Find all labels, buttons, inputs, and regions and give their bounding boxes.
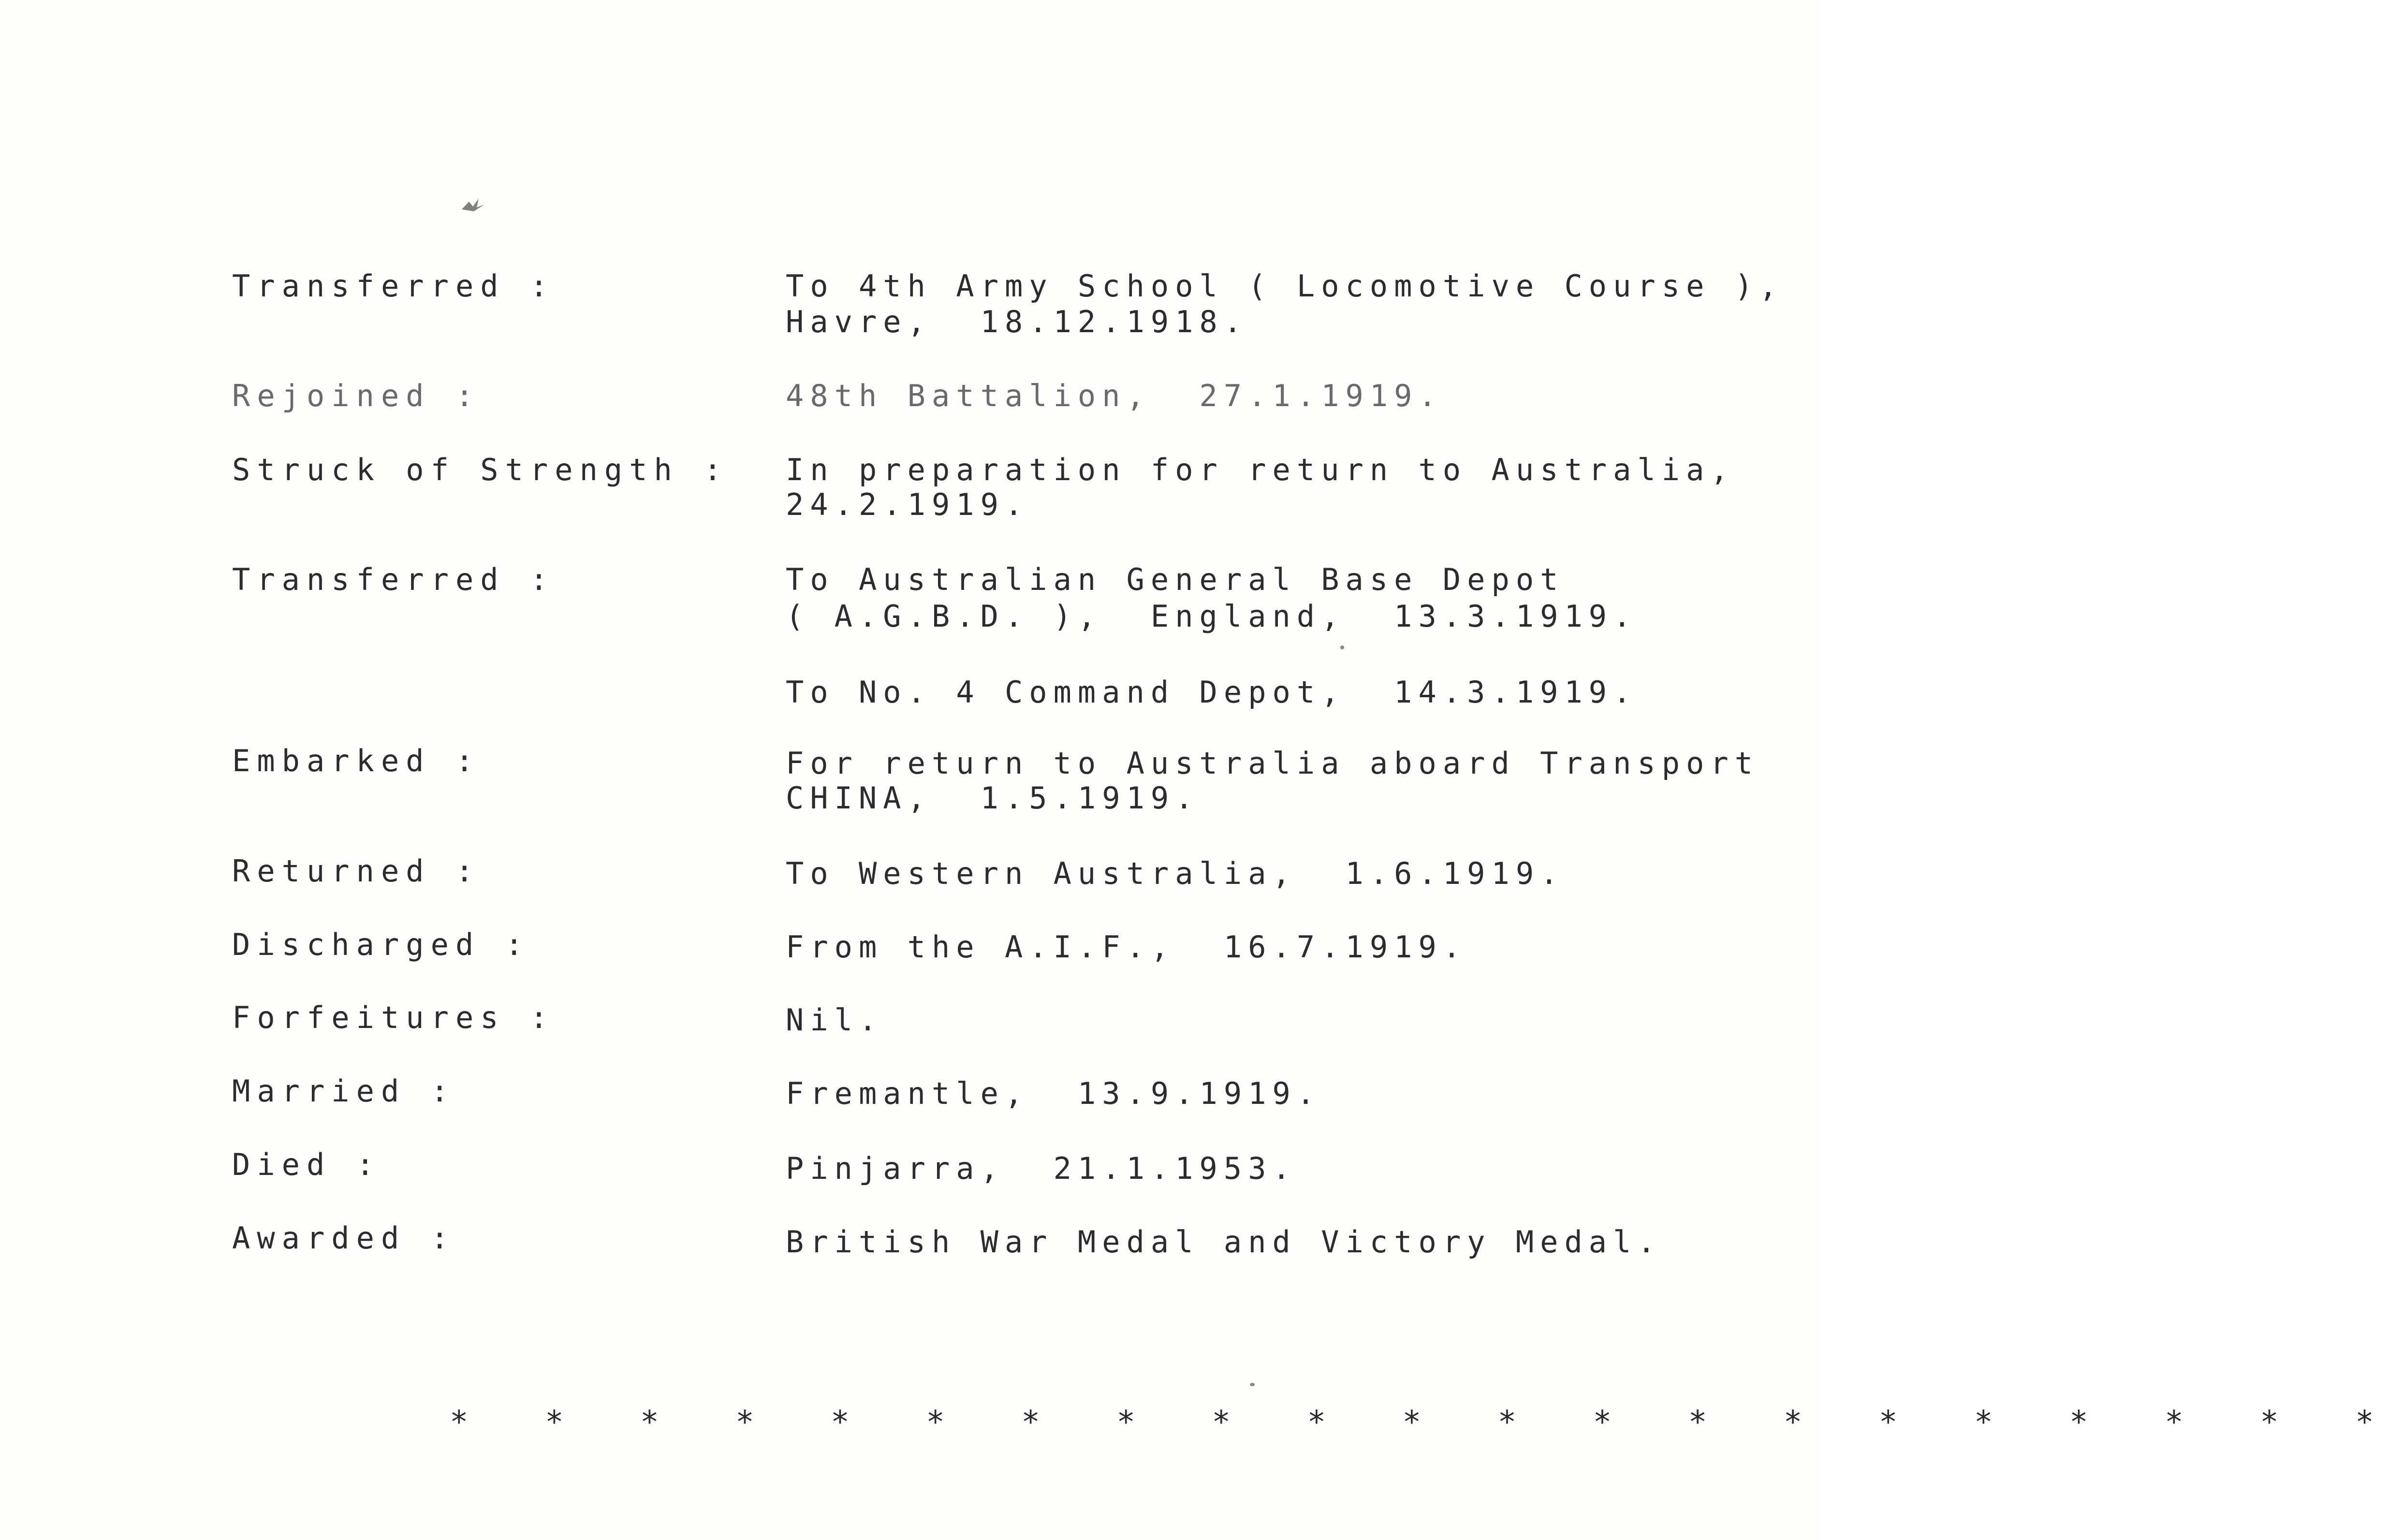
footer-asterisk-divider: * * * * * * * * * * * * * * * * * * * * * xyxy=(450,1405,2403,1440)
entry-value-line: For return to Australia aboard Transport xyxy=(786,746,1759,781)
entry-value-line: To Western Australia, 1.6.1919. xyxy=(786,856,1565,891)
entry-value-line: 48th Battalion, 27.1.1919. xyxy=(786,378,1443,413)
entry-value-line: 24.2.1919. xyxy=(786,487,1029,522)
entry-label: Returned : xyxy=(232,853,481,889)
entry-value-line: ( A.G.B.D. ), England, 13.3.1919. xyxy=(786,599,1638,634)
entry-label: Died : xyxy=(232,1147,381,1182)
entry-label: Discharged : xyxy=(232,927,530,962)
entry-value-line: To 4th Army School ( Locomotive Course ), xyxy=(786,268,1784,304)
entry-label: Embarked : xyxy=(232,743,481,778)
entry-value-line: Nil. xyxy=(786,1002,883,1038)
entry-value-line: In preparation for return to Australia, xyxy=(786,452,1735,487)
entry-value-line: Havre, 18.12.1918. xyxy=(786,304,1248,339)
entry-value-line: To No. 4 Command Depot, 14.3.1919. xyxy=(786,675,1638,710)
entry-value-line: To Australian General Base Depot xyxy=(786,562,1565,597)
entry-label: Married : xyxy=(232,1073,455,1109)
entry-value-line: Fremantle, 13.9.1919. xyxy=(786,1076,1321,1111)
entry-label: Transferred : xyxy=(232,562,555,597)
entry-value-line: From the A.I.F., 16.7.1919. xyxy=(786,929,1467,965)
entry-value-line: British War Medal and Victory Medal. xyxy=(786,1224,1662,1260)
ink-speck-mark xyxy=(459,196,488,215)
entry-label: Struck of Strength : xyxy=(232,452,729,487)
entry-label: Forfeitures : xyxy=(232,1000,555,1035)
ink-dot-mark xyxy=(1250,1383,1255,1386)
ink-dot-mark xyxy=(1340,645,1344,649)
entry-value-line: CHINA, 1.5.1919. xyxy=(786,780,1200,816)
entry-value-line: Pinjarra, 21.1.1953. xyxy=(786,1151,1297,1186)
entry-label: Transferred : xyxy=(232,268,555,304)
entry-label: Rejoined : xyxy=(232,378,481,413)
entry-label: Awarded : xyxy=(232,1220,455,1256)
